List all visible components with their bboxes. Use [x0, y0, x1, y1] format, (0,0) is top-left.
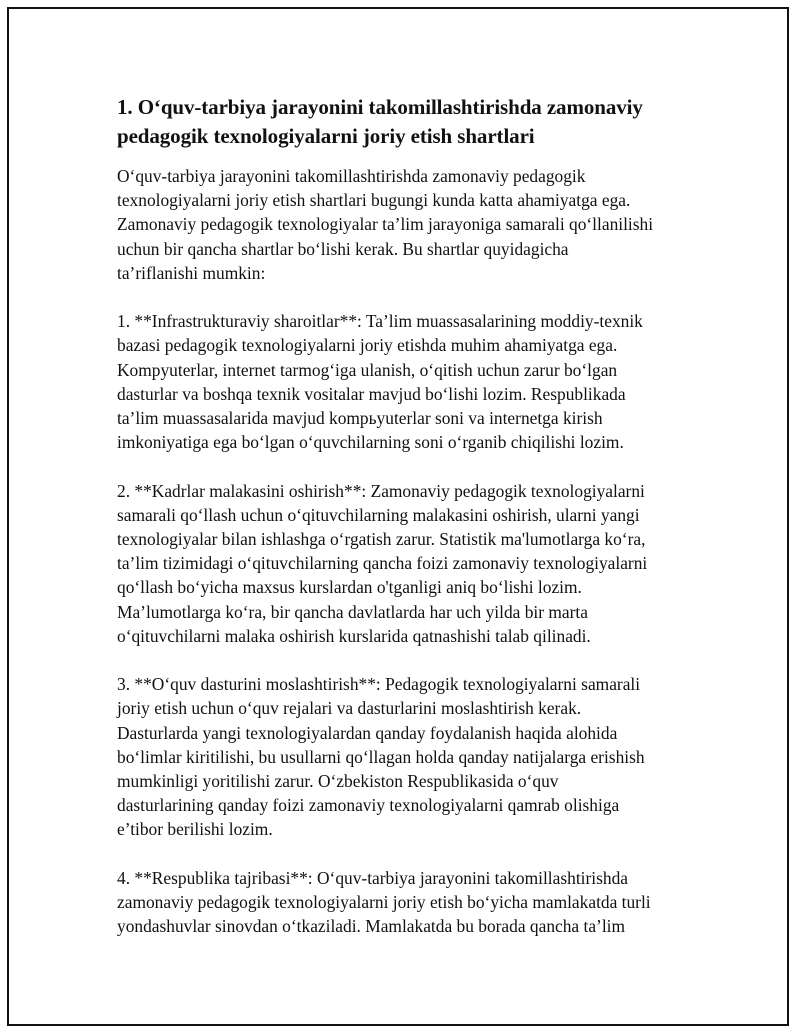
- text-line: O‘quv-tarbiya jarayonini takomillashtirishda zamonaviy pedagogik: [117, 166, 586, 186]
- text-line: joriy etish uchun o‘quv rejalari va dasturlarini moslashtirish kerak.: [117, 698, 582, 719]
- text-line: dasturlarining qanday foizi zamonaviy texnologiyalarni qamrab olishiga: [117, 795, 620, 816]
- text-line: 2. **Kadrlar malakasini oshirish**: Zamonaviy pedagogik texnologiyalarni: [117, 480, 645, 501]
- document-body: [117, 93, 707, 938]
- text-line: qo‘llash bo‘yicha maxsus kurslardan o'tganligi aniq bo‘lishi lozim.: [117, 577, 582, 598]
- section-heading: [117, 93, 707, 151]
- text-line: zamonaviy pedagogik texnologiyalarni joriy etish bo‘yicha mamlakatda turli: [117, 892, 651, 913]
- heading-line: 1. O‘quv-tarbiya jarayonini takomillashtirishda zamonaviy: [117, 95, 643, 119]
- text-line: dasturlar va boshqa texnik vositalar mavjud bo‘lishi lozim. Respublikada: [117, 383, 626, 404]
- text-line: ta’lim tizimidagi o‘qituvchilarning qancha foizi zamonaviy texnologiyalarni: [117, 553, 648, 574]
- text-line: Ma’lumotlarga ko‘ra, bir qancha davlatlarda har uch yilda bir marta: [117, 601, 588, 622]
- paragraph-republic-experience: [117, 866, 707, 939]
- paragraph-infrastructure: [117, 309, 707, 454]
- text-line: bazasi pedagogik texnologiyalarni joriy etishda muhim ahamiyatga ega.: [117, 335, 618, 356]
- text-line: 1. **Infrastrukturaviy sharoitlar**: Ta’lim muassasalarining moddiy-texnik: [117, 311, 643, 332]
- text-line: bo‘limlar kiritilishi, bu usullarni qo‘llagan holda qanday natijalarga erishish: [117, 746, 645, 767]
- text-line: mumkinligi yoritilishi zarur. O‘zbekiston Respublikasida o‘quv: [117, 771, 559, 792]
- text-line: samarali qo‘llash uchun o‘qituvchilarning malakasini oshirish, ularni yangi: [117, 504, 640, 525]
- heading-line: pedagogik texnologiyalarni joriy etish shartlari: [117, 124, 535, 148]
- text-line: 3. **O‘quv dasturini moslashtirish**: Pedagogik texnologiyalarni samarali: [117, 674, 641, 695]
- text-line: e’tibor berilishi lozim.: [117, 819, 273, 840]
- text-line: Kompyuterlar, internet tarmog‘iga ulanish, o‘qitish uchun zarur bo‘lgan: [117, 359, 618, 380]
- text-line: uchun bir qancha shartlar bo‘lishi kerak. Bu shartlar quyidagicha: [117, 238, 569, 259]
- text-line: texnologiyalarni joriy etish shartlari bugungi kunda katta ahamiyatga ega.: [117, 190, 631, 211]
- text-line: yondashuvlar sinovdan o‘tkaziladi. Mamlakatda bu borada qancha ta’lim: [117, 916, 626, 937]
- text-line: ta’riflanishi mumkin:: [117, 262, 266, 283]
- paragraph-curriculum: [117, 672, 707, 841]
- paragraph-staff-training: [117, 479, 707, 648]
- text-line: imkoniyatiga ega bo‘lgan o‘quvchilarning soni o‘rganib chiqilishi lozim.: [117, 432, 624, 453]
- text-line: o‘qituvchilarni malaka oshirish kurslarida qatnashishi talab qilinadi.: [117, 625, 591, 646]
- text-line: Dasturlarda yangi texnologiyalardan qanday foydalanish haqida alohida: [117, 722, 618, 743]
- text-line: texnologiyalar bilan ishlashga o‘rgatish zarur. Statistik ma'lumotlarga ko‘ra,: [117, 529, 646, 550]
- text-line: ta’lim muassasalarida mavjud kompьyuterlar soni va internetga kirish: [117, 408, 603, 429]
- text-line: 4. **Respublika tajribasi**: O‘quv-tarbiya jarayonini takomillashtirishda: [117, 867, 628, 888]
- text-line: Zamonaviy pedagogik texnologiyalar ta’lim jarayoniga samarali qo‘llanilishi: [117, 214, 654, 235]
- intro-paragraph: [117, 164, 707, 285]
